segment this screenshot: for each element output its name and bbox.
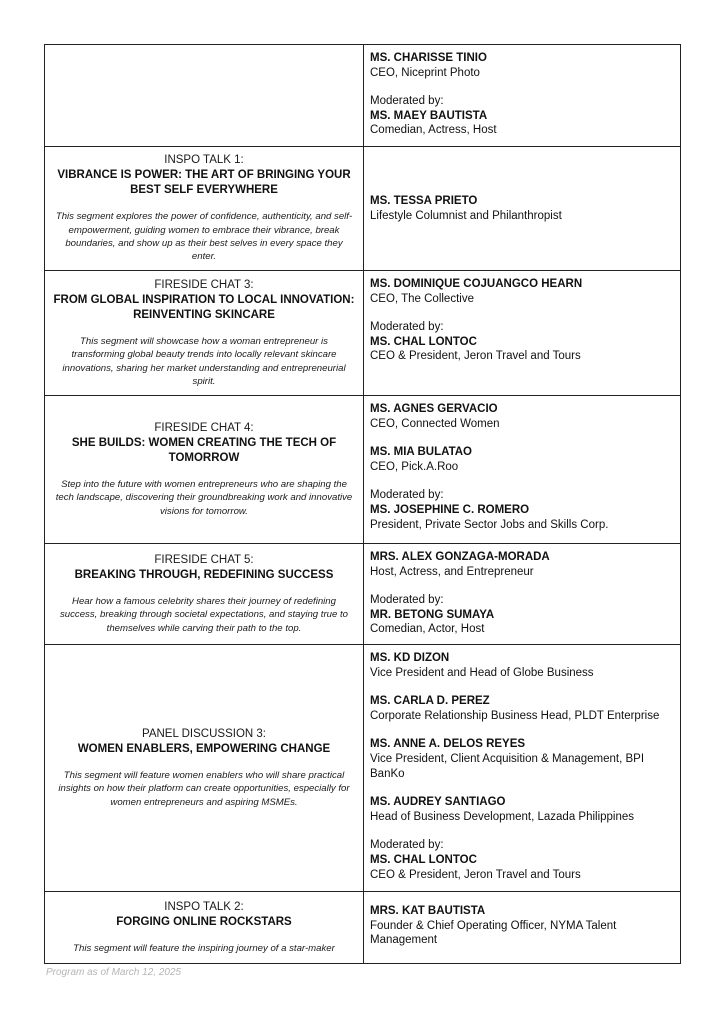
moderator-label: Moderated by: bbox=[370, 489, 444, 502]
speaker-title: Vice President, Client Acquisition & Management, BPI BanKo bbox=[370, 752, 645, 780]
segment-cell bbox=[45, 892, 364, 964]
speaker-name: MS. TESSA PRIETO bbox=[370, 194, 478, 207]
moderator bbox=[370, 488, 674, 532]
speaker-title: CEO, Pick.A.Roo bbox=[370, 460, 459, 473]
speakers-cell bbox=[364, 147, 681, 271]
segment-type: FIRESIDE CHAT 4: bbox=[154, 422, 254, 435]
speaker bbox=[370, 51, 674, 80]
program-table bbox=[44, 44, 681, 964]
speaker-title: CEO, Connected Women bbox=[370, 417, 500, 430]
speaker-title: Vice President and Head of Globe Business bbox=[370, 666, 594, 679]
moderator-name: MR. BETONG SUMAYA bbox=[370, 608, 495, 621]
speakers-cell bbox=[364, 645, 681, 892]
moderator-label: Moderated by: bbox=[370, 321, 444, 334]
program-row bbox=[45, 645, 681, 892]
speaker bbox=[370, 194, 674, 223]
program-row bbox=[45, 892, 681, 964]
speaker-name: MRS. ALEX GONZAGA-MORADA bbox=[370, 551, 550, 563]
moderator-title: President, Private Sector Jobs and Skills Corp. bbox=[370, 518, 609, 531]
speaker bbox=[370, 277, 674, 306]
program-date-footer: Program as of March 12, 2025 bbox=[46, 967, 182, 978]
speaker bbox=[370, 550, 674, 579]
speaker-title: Lifestyle Columnist and Philanthropist bbox=[370, 209, 562, 222]
speaker-name: MS. DOMINIQUE COJUANGCO HEARN bbox=[370, 278, 583, 290]
segment-type: INSPO TALK 2: bbox=[164, 900, 244, 913]
segment-cell bbox=[45, 271, 364, 396]
program-row bbox=[45, 147, 681, 271]
segment-title: VIBRANCE IS POWER: THE ART OF BRINGING YOUR BEST SELF EVERYWHERE bbox=[57, 169, 351, 197]
segment-description: Step into the future with women entrepreneurs who are shaping the tech landscape, discovering their groundbreaking work and innovative visions for tomorrow. bbox=[55, 479, 353, 517]
segment-description: Hear how a famous celebrity shares their journey of redefining success, breaking through societal expectations, and staying true to themselves while carving their path to the top. bbox=[60, 596, 348, 634]
moderator-name: MS. JOSEPHINE C. ROMERO bbox=[370, 503, 530, 516]
speakers-cell bbox=[364, 544, 681, 645]
program-row bbox=[45, 396, 681, 544]
moderator bbox=[370, 94, 674, 138]
segment-type: INSPO TALK 1: bbox=[164, 154, 244, 167]
speaker bbox=[370, 651, 674, 680]
speakers-cell bbox=[364, 892, 681, 964]
moderator-name: MS. CHAL LONTOC bbox=[370, 335, 477, 348]
speaker-name: MRS. KAT BAUTISTA bbox=[370, 905, 486, 917]
speaker bbox=[370, 694, 674, 723]
speaker bbox=[370, 904, 674, 948]
segment-cell bbox=[45, 645, 364, 892]
speaker-title: Founder & Chief Operating Officer, NYMA Talent Management bbox=[370, 919, 617, 947]
segment-title: BREAKING THROUGH, REDEFINING SUCCESS bbox=[74, 569, 334, 582]
segment-description: This segment will feature women enablers who will share practical insights on how their platform can create opportunities, especially for women entrepreneurs and aspiring MSMEs. bbox=[58, 770, 350, 808]
segment-type: PANEL DISCUSSION 3: bbox=[142, 728, 266, 741]
moderator bbox=[370, 838, 674, 882]
segment-title: FROM GLOBAL INSPIRATION TO LOCAL INNOVATION: REINVENTING SKINCARE bbox=[53, 293, 355, 321]
speaker-title: Head of Business Development, Lazada Philippines bbox=[370, 810, 635, 823]
speaker bbox=[370, 402, 674, 431]
segment-title: SHE BUILDS: WOMEN CREATING THE TECH OF TOMORROW bbox=[71, 437, 337, 465]
segment-type: FIRESIDE CHAT 5: bbox=[154, 554, 254, 567]
speakers-cell bbox=[364, 271, 681, 396]
moderator-label: Moderated by: bbox=[370, 839, 444, 852]
speakers-cell bbox=[364, 396, 681, 544]
program-row bbox=[45, 271, 681, 396]
speaker bbox=[370, 445, 674, 474]
moderator-name: MS. MAEY BAUTISTA bbox=[370, 109, 488, 122]
speaker-name: MS. MIA BULATAO bbox=[370, 446, 472, 459]
moderator-label: Moderated by: bbox=[370, 95, 444, 108]
segment-cell bbox=[45, 396, 364, 544]
speaker-title: CEO, The Collective bbox=[370, 292, 474, 305]
speaker-name: MS. KD DIZON bbox=[370, 652, 450, 664]
speaker-name: MS. AGNES GERVACIO bbox=[370, 403, 498, 415]
moderator-title: CEO & President, Jeron Travel and Tours bbox=[370, 868, 581, 881]
segment-cell bbox=[45, 147, 364, 271]
segment-description: This segment will showcase how a woman entrepreneur is transforming global beauty trends into locally relevant skincare innovations, sharing her market understanding and entrepreneurial spirit. bbox=[62, 335, 346, 387]
segment-cell-empty bbox=[45, 45, 364, 147]
speaker-title: Host, Actress, and Entrepreneur bbox=[370, 565, 534, 578]
moderator bbox=[370, 320, 674, 364]
moderator-name: MS. CHAL LONTOC bbox=[370, 853, 477, 866]
segment-title: FORGING ONLINE ROCKSTARS bbox=[116, 915, 292, 928]
segment-description: This segment will feature the inspiring journey of a star-maker bbox=[73, 942, 335, 954]
program-row bbox=[45, 544, 681, 645]
segment-type: FIRESIDE CHAT 3: bbox=[154, 278, 254, 291]
speakers-cell bbox=[364, 45, 681, 147]
speaker bbox=[370, 795, 674, 824]
moderator bbox=[370, 593, 674, 637]
speaker-title: Corporate Relationship Business Head, PLDT Enterprise bbox=[370, 709, 660, 722]
program-row bbox=[45, 45, 681, 147]
moderator-title: Comedian, Actor, Host bbox=[370, 623, 485, 636]
speaker-name: MS. ANNE A. DELOS REYES bbox=[370, 738, 526, 751]
segment-cell bbox=[45, 544, 364, 645]
moderator-title: Comedian, Actress, Host bbox=[370, 124, 497, 137]
speaker-name: MS. CHARISSE TINIO bbox=[370, 52, 487, 64]
moderator-title: CEO & President, Jeron Travel and Tours bbox=[370, 350, 581, 363]
speaker-name: MS. CARLA D. PEREZ bbox=[370, 695, 490, 708]
moderator-label: Moderated by: bbox=[370, 594, 444, 607]
speaker-title: CEO, Niceprint Photo bbox=[370, 66, 480, 79]
segment-description: This segment explores the power of confidence, authenticity, and self-empowerment, guiding women to embrace their vibrance, break boundaries, and show up as their best selves in every space they enter. bbox=[55, 211, 353, 263]
speaker bbox=[370, 737, 674, 781]
segment-title: WOMEN ENABLERS, EMPOWERING CHANGE bbox=[77, 743, 331, 756]
speaker-name: MS. AUDREY SANTIAGO bbox=[370, 796, 506, 809]
